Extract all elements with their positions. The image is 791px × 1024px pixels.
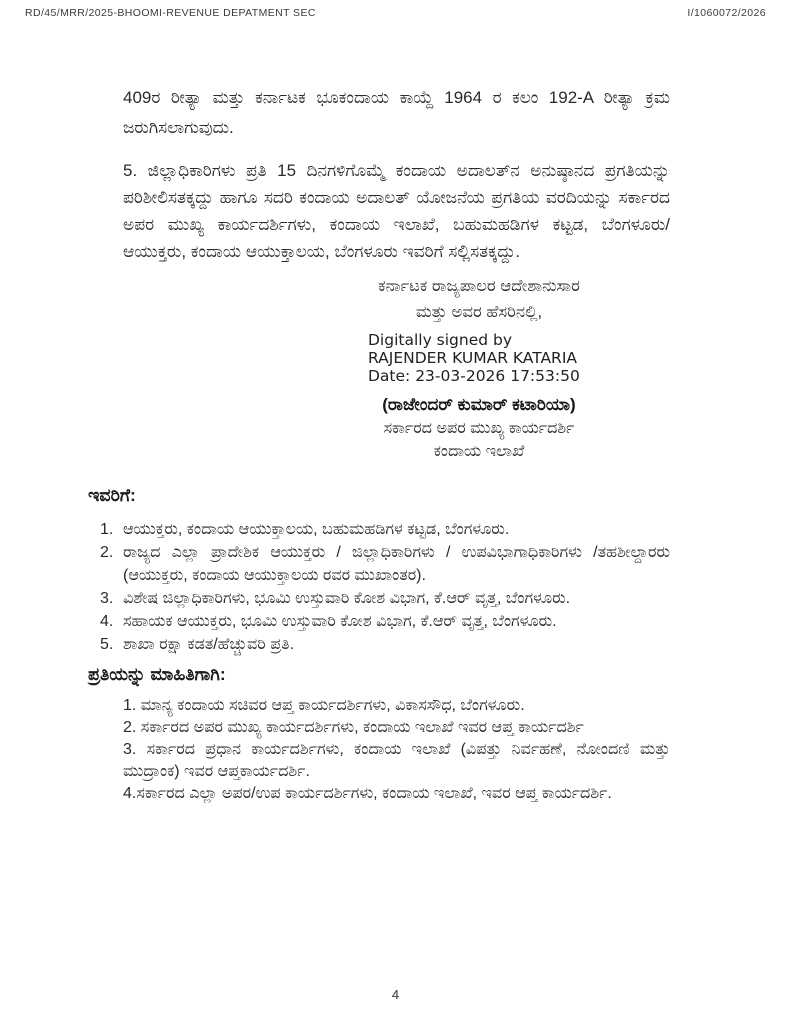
list-item-text: ರಾಜ್ಯದ ಎಲ್ಲಾ ಪ್ರಾದೇಶಿಕ ಆಯುಕ್ತರು / ಜಿಲ್ಲಾಧಿಕಾರಿಗಳು / ಉಪವಿಭಾಗಾಧಿಕಾರಿಗಳು /ತಹಶೀಲ್ದಾರರು (ಆಯುಕ್ತರು, ಕಂದಾಯ ಆಯುಕ್ತಾಲಯ ರವರ ಮುಖಾಂತರ). [123, 544, 670, 584]
copy-list-item: 4.ಸರ್ಕಾರದ ಎಲ್ಲಾ ಅಪರ/ಉಪ ಕಾರ್ಯದರ್ಶಿಗಳು, ಕಂದಾಯ ಇಲಾಖೆ, ಇವರ ಆಪ್ತ ಕಾರ್ಯದರ್ಶಿ. [123, 785, 612, 802]
digital-signature-line-3: Date: 23-03-2026 17:53:50 [368, 367, 580, 385]
list-item-number: 4. [100, 613, 114, 630]
header-ref-right: I/1060072/2026 [687, 7, 766, 19]
to-list-item [88, 587, 670, 610]
digital-signature-line-1: Digitally signed by [368, 331, 513, 349]
header-ref-left: RD/45/MRR/2025-BHOOMI-REVENUE DEPATMENT SEC [25, 7, 316, 19]
list-item-number: 1. [100, 521, 114, 538]
copy-list-item: 1. ಮಾನ್ಯ ಕಂದಾಯ ಸಚಿವರ ಆಪ್ತ ಕಾರ್ಯದರ್ಶಿಗಳು, ವಿಕಾಸಸೌಧ, ಬೆಂಗಳೂರು. [123, 697, 525, 714]
page-number: 4 [391, 987, 400, 1002]
to-list [88, 518, 670, 656]
paragraph-continuation: 409ರ ರೀತ್ಯಾ ಮತ್ತು ಕರ್ನಾಟಕ ಭೂಕಂದಾಯ ಕಾಯ್ದೆ 1964 ರ ಕಲಂ 192-A ರೀತ್ಯಾ ಕ್ರಮ ಜರುಗಿಸಲಾಗುವುದು. [123, 88, 670, 137]
to-list-item [88, 518, 670, 541]
to-list-item [88, 633, 670, 656]
order-authority-line-1: ಕರ್ನಾಟಕ ರಾಜ್ಯಪಾಲರ ಆದೇಶಾನುಸಾರ [378, 277, 580, 295]
to-section-heading: ಇವರಿಗೆ: [88, 485, 136, 505]
list-item-number: 3. [100, 590, 114, 607]
list-item-text: ಸಹಾಯಕ ಆಯುಕ್ತರು, ಭೂಮಿ ಉಸ್ತುವಾರಿ ಕೋಶ ವಿಭಾಗ, ಕೆ.ಆರ್ ವೃತ್ತ, ಬೆಂಗಳೂರು. [123, 613, 557, 630]
to-list-item [88, 610, 670, 633]
list-item-text: ಶಾಖಾ ರಕ್ಷಾ ಕಡತ/ಹೆಚ್ಚುವರಿ ಪ್ರತಿ. [123, 636, 295, 653]
order-authority-line-2: ಮತ್ತು ಅವರ ಹೆಸರಿನಲ್ಲಿ, [415, 303, 543, 321]
copy-list [123, 695, 670, 805]
list-item-text: ವಿಶೇಷ ಜಿಲ್ಲಾಧಿಕಾರಿಗಳು, ಭೂಮಿ ಉಸ್ತುವಾರಿ ಕೋಶ ವಿಭಾಗ, ಕೆ.ಆರ್ ವೃತ್ತ, ಬೆಂಗಳೂರು. [123, 590, 571, 607]
document-header [0, 0, 791, 19]
signatory-name: (ರಾಜೇಂದರ್ ಕುಮಾರ್ ಕಟಾರಿಯಾ) [382, 395, 576, 414]
document-content [88, 83, 670, 805]
copy-list-item: 2. ಸರ್ಕಾರದ ಅಪರ ಮುಖ್ಯ ಕಾರ್ಯದರ್ಶಿಗಳು, ಕಂದಾಯ ಇಲಾಖೆ ಇವರ ಆಪ್ತ ಕಾರ್ಯದರ್ಶಿ [123, 719, 584, 736]
signatory-block [323, 393, 635, 463]
list-item-number: 2. [100, 544, 114, 561]
copy-section-heading: ಪ್ರತಿಯನ್ನು ಮಾಹಿತಿಗಾಗಿ: [88, 664, 226, 684]
copy-list-item: 3. ಸರ್ಕಾರದ ಪ್ರಧಾನ ಕಾರ್ಯದರ್ಶಿಗಳು, ಕಂದಾಯ ಇಲಾಖೆ (ವಿಪತ್ತು ನಿರ್ವಹಣೆ, ನೋಂದಣಿ ಮತ್ತು ಮುದ್ರಾಂಕ) ಇವರ ಆಪ್ತಕಾರ್ಯದರ್ಶಿ. [123, 741, 670, 780]
list-item-number: 5. [100, 636, 114, 653]
digital-signature-line-2: RAJENDER KUMAR KATARIA [368, 349, 578, 367]
paragraph-5: 5. ಜಿಲ್ಲಾಧಿಕಾರಿಗಳು ಪ್ರತಿ 15 ದಿನಗಳಿಗೊಮ್ಮೆ ಕಂದಾಯ ಅದಾಲತ್‌ನ ಅನುಷ್ಠಾನದ ಪ್ರಗತಿಯನ್ನು ಪರಿಶೀಲಿಸತಕ್ಕದ್ದು ಹಾಗೂ ಸದರಿ ಕಂದಾಯ ಅದಾಲತ್ ಯೋಜನೆಯ ಪ್ರಗತಿಯ ವರದಿಯನ್ನು ಸರ್ಕಾರದ ಅಪರ ಮುಖ್ಯ ಕಾರ್ಯದರ್ಶಿಗಳು, ಕಂದಾಯ ಇಲಾಖೆ, ಬಹುಮಹಡಿಗಳ ಕಟ್ಟಡ, ಬೆಂಗಳೂರು/ ಆಯುಕ್ತರು, ಕಂದಾಯ ಆಯುಕ್ತಾಲಯ, ಬೆಂಗಳೂರು ಇವರಿಗೆ ಸಲ್ಲಿಸತಕ್ಕದ್ದು. [123, 161, 670, 261]
digital-signature-block [368, 331, 580, 385]
signatory-designation: ಸರ್ಕಾರದ ಅಪರ ಮುಖ್ಯ ಕಾರ್ಯದರ್ಶಿ [383, 420, 575, 437]
order-authority-block [323, 273, 635, 325]
list-item-text: ಆಯುಕ್ತರು, ಕಂದಾಯ ಆಯುಕ್ತಾಲಯ, ಬಹುಮಹಡಿಗಳ ಕಟ್ಟಡ, ಬೆಂಗಳೂರು. [123, 521, 510, 538]
signatory-department: ಕಂದಾಯ ಇಲಾಖೆ [433, 443, 525, 460]
to-list-item [88, 541, 670, 587]
